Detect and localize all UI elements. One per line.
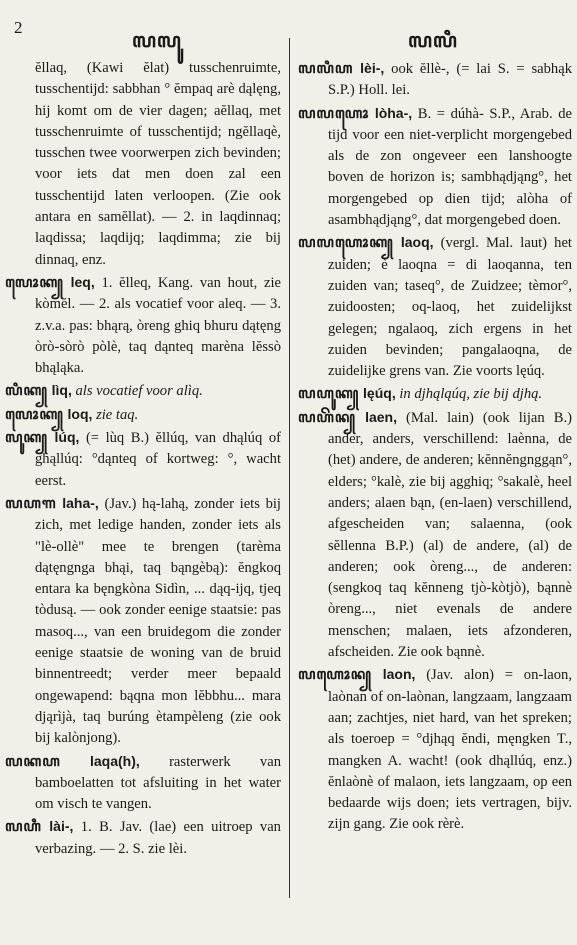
definition: zie taq. xyxy=(96,406,139,423)
definition: ook ĕllè-, (= lai S. = sabhąk S.P.) Holl. lei. xyxy=(328,61,572,99)
headword: lúq, xyxy=(54,429,80,446)
definition: (= lùq B.) ĕllúq, van dhąlúq of ghąllúq: °dąnteq of kortweg: °, wacht eerst. xyxy=(35,430,281,489)
headword: lòha-, xyxy=(374,104,413,121)
definition: rasterwerk van bamboelatten tot afsluiting in het water om visch te vangen. xyxy=(35,753,281,813)
headword: laon, xyxy=(382,666,416,683)
continuation-entry: ĕllaq, (Kawi ĕlat) tusschenruimte, tusschentijd: sabbhan ° ĕmpaq arè dąlęng, hij komt om de vier dagen; aĕllaq, met tusschenruimte of tusschentijd; ngĕllaqè, tusschen twee voorwerpen zich bevinden; voor iets dat men doen zal een tusschentijd laten verloopen. (Zie ook antara en samĕllat). — 2. in laqdinnaq; laqdissa; laqdijq; laqdimma; zie bij dinnaq, enz. xyxy=(35,60,281,268)
dictionary-entry xyxy=(5,493,281,750)
headword: laha-, xyxy=(62,494,99,511)
definition: (Jav. alon) = on-laon, laònan of on-laònan, langzaam, langzaam aan; zachtjes, niet hard, van het spreken; als toeroep = °djhąq ĕndi, męngken T., mangken A. wacht! (ook dhąllúq, enz.) ĕnlaònè of malaon, iets langzaam, op een bedaarde wijs doen; iets vertragen, bijv. zijn gang. Zie ook rèrè. xyxy=(328,667,573,833)
definition: 1. ĕlleq, Kang. van hout, zie kòmĕl. — 2. als vocatief voor aleq. — 3. z.v.a. pas: bhąrą, òreng ghiq bhuru dątęng òrò-sòrò pòlè, taq dąnteq marèna lĕssò bhąląka. xyxy=(35,274,281,377)
definition: (Jav.) hą-lahą, zonder iets bij zich, met ledige handen, zonder iets als "lè-ollè" mee te brengen (tarèma dątęngnga bhąi, taq bąngèbą): ĕngkoq entara ka bęngkòna Sidìn, ... dąq-ijq, tjeq tòdusą. — ook zonder eenige staatsie: pas masoq..., van een bruidegom die zonder eenige staatsie de woning van de bruid binnentreedt; verder meer bepaald ongewapend: bąqna mon lĕbbhu... mara djąrìjà, taq burúng ètampèleng (zie ook bij kalònjong). xyxy=(35,495,281,747)
column-divider xyxy=(289,38,290,898)
dictionary-entry xyxy=(298,407,572,664)
headword: laoq, xyxy=(400,234,434,251)
dictionary-entry xyxy=(298,383,572,405)
headword: lìq, xyxy=(51,382,72,399)
javanese-script: ꦭꦭꦲꦺꦴ xyxy=(298,105,370,122)
javanese-script: ꦭꦭꦶꦲ xyxy=(298,61,354,77)
running-header-right: ꦭꦭꦶ xyxy=(408,30,458,52)
javanese-script: ꦭꦲꦸꦏ꧀ xyxy=(298,386,360,403)
headword: laen, xyxy=(365,408,397,425)
definition: (Mal. lain) (ook lijan B.) ander, anders, verschillend: laènna, de (het) andere, de anderen; kĕnnĕngnggąn°, elders; °kalè, zie bij agghiq; °sakalè, heel anders; alaen bąn, (en-laen) verschillend, afgescheiden van; salaenna, (ook sĕllenna B.P.) (al) de andere, (al) de anderen; ook òreng..., de anderen: (sengkoq taq kĕnneng tjò-kòtjò), bąnnè òreng..., niet evenals de andere menschen; malaen, iets afzonderen, afscheiden. Zie ook bąnnè. xyxy=(328,409,572,661)
javanese-script: ꦭꦲꦒ xyxy=(5,495,57,512)
definition: als vocatief voor alìq. xyxy=(75,383,203,400)
headword: lèi-, xyxy=(360,60,385,76)
dictionary-entry xyxy=(5,427,281,492)
dictionary-entry xyxy=(298,664,572,835)
dictionary-entry xyxy=(298,58,572,102)
running-header-left: ꦭꦭꦸ xyxy=(132,30,182,52)
javanese-script: ꦭꦏꦲ xyxy=(5,753,61,770)
headword: lài-, xyxy=(49,818,74,835)
javanese-script: ꦭꦺꦴꦏ꧀ xyxy=(5,274,64,291)
definition: 1. B. Jav. (lae) een uitroep van verbazing. — 2. S. zie lèi. xyxy=(35,819,281,857)
headword: loq, xyxy=(67,405,93,422)
dictionary-entry xyxy=(298,232,572,382)
dictionary-entry xyxy=(5,380,281,402)
left-column xyxy=(5,58,281,861)
definition: in djhąląúq, zie bij djhą. xyxy=(399,386,543,403)
javanese-script: ꦭꦲꦼꦤ꧀ xyxy=(298,409,357,426)
dictionary-entry xyxy=(5,816,281,860)
headword: laqa(h), xyxy=(89,752,140,769)
definition: (vergl. Mal. laut) het zuiden; è laoqna = di laoqanna, ten zuiden van; taseq°, de Zuidzee; tèmor°, zuidoosten; oq-laoq, het zuidelijkst gelegen; ngalaoq, zich ergens in het zuiden bevinden; pangalaoqna, de zuidelijke grens van. Zie voorts lęúq. xyxy=(328,235,572,380)
right-column xyxy=(298,58,572,837)
headword: leq, xyxy=(70,273,95,290)
dictionary-entry xyxy=(5,751,281,816)
headword: lęúq, xyxy=(363,385,396,402)
dictionary-entry xyxy=(5,404,281,426)
definition: B. = dúhà- S.P., Arab. de tijd voor een niet-verplicht morgengebed als de zon ongeveer een lanshoogte boven de horizon is; sambhądjąng°, het morgengebed op dien tijd; alòha of asambhądjąng°, dat morgengebed doen. xyxy=(328,105,572,229)
page-number: 2 xyxy=(14,18,23,37)
javanese-script: ꦭꦭꦲꦺꦴꦏ꧀ xyxy=(298,235,394,252)
javanese-script: ꦭꦲꦶ xyxy=(5,819,42,836)
dictionary-entry xyxy=(5,272,281,379)
javanese-script: ꦭꦸꦏ꧀ xyxy=(5,430,48,447)
javanese-script: ꦭꦲꦺꦴꦤ꧀ xyxy=(298,667,372,684)
javanese-script: ꦭꦶꦏ꧀ xyxy=(5,383,48,400)
javanese-script: ꦭꦺꦴꦏ꧀ xyxy=(5,406,64,423)
dictionary-entry xyxy=(298,103,572,232)
